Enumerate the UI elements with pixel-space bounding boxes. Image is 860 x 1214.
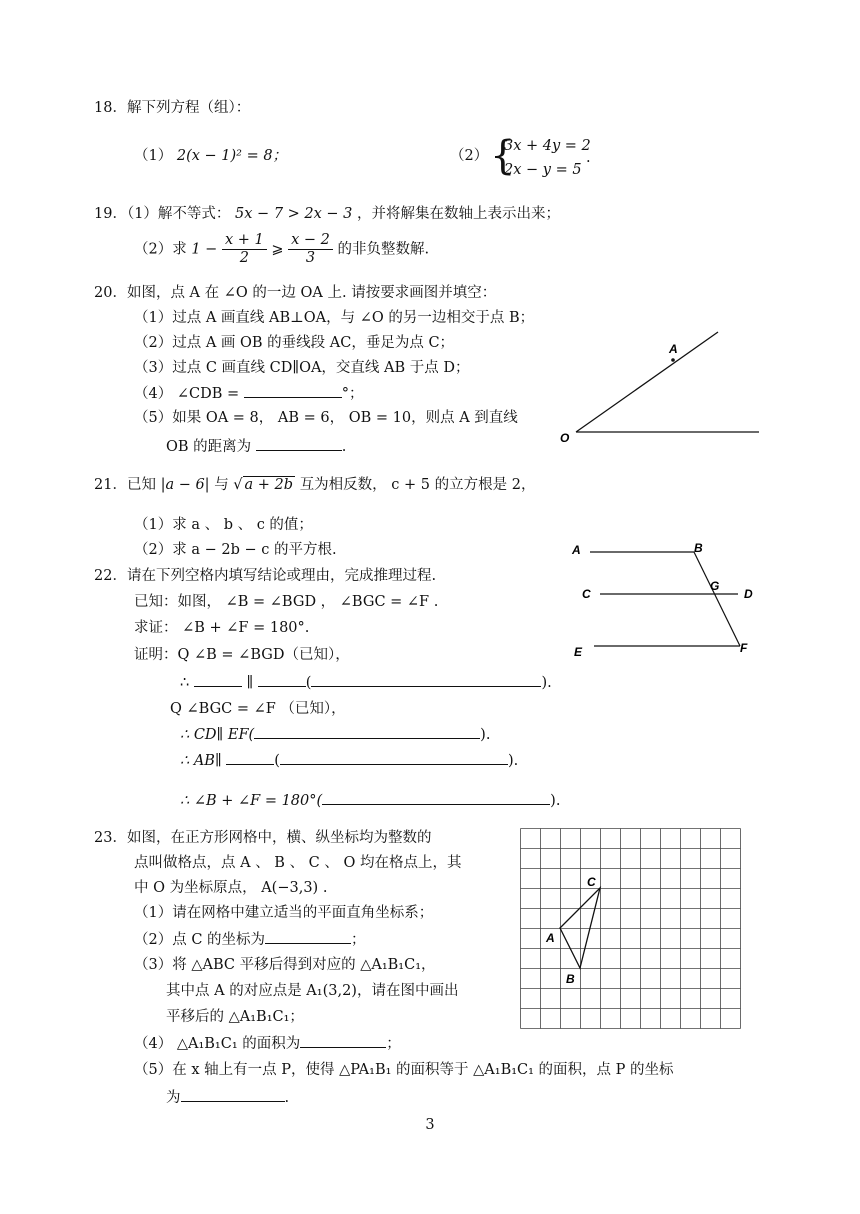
q19-part1 [94, 204, 560, 224]
q18-part1-label: （1） [134, 148, 173, 164]
q18-system-eq2: 2x − y = 5 [504, 162, 582, 178]
q18-part2-label: （2） [450, 148, 489, 164]
q22-label-g: G [710, 579, 720, 593]
q21-part2: （2）求 a − 2b − c 的平方根. [134, 542, 337, 558]
q19-fraction1-denominator: 2 [239, 250, 249, 266]
q20-item1: （1）过点 A 画直线 AB⊥OA，与 ∠O 的另一边相交于点 B； [134, 310, 535, 326]
q22-step1-open: ( [305, 675, 312, 691]
q20-item4-text: （4） ∠CDB = [134, 386, 240, 402]
q19-fraction1 [222, 232, 267, 267]
q20-heading: 20．如图，点 A 在 ∠O 的一边 OA 上. 请按要求画图并填空： [94, 285, 497, 301]
q22-label-d: D [744, 587, 753, 601]
q23-part1: （1）请在网格中建立适当的平面直角坐标系； [134, 905, 434, 921]
q21-part1: （1）求 a 、 b 、 c 的值； [134, 517, 313, 533]
q19-one-minus: 1 − [191, 241, 218, 258]
q22-line-bf [694, 552, 740, 646]
q23-label-b: B [566, 972, 575, 986]
q22-step1-close: ) [541, 675, 548, 691]
q22-step1-therefore: ∴ [180, 675, 190, 691]
q23-coordinate-c-blank[interactable] [265, 929, 351, 944]
q22-label-c: C [582, 587, 591, 601]
q20-item5b [166, 436, 346, 457]
q22-step3 [180, 724, 490, 745]
q22-step1-dot: . [547, 675, 552, 691]
q19-fraction2 [288, 232, 333, 267]
q20-item4 [134, 383, 363, 404]
q20-item2: （2）过点 A 画 OB 的垂线段 AC，垂足为点 C； [134, 335, 455, 351]
q22-step5-text: ∴ ∠B + ∠F = 180°( [180, 793, 323, 809]
q22-step3-dot: . [485, 727, 491, 743]
q20-label-o: O [560, 431, 570, 445]
q23-area-blank[interactable] [300, 1033, 386, 1048]
q22-step1-blank-a[interactable] [194, 672, 242, 687]
q22-step4-dot: . [513, 753, 519, 769]
q23-label-c: C [587, 875, 596, 889]
q22-step4-open: ( [274, 753, 280, 769]
page-number: 3 [425, 1117, 435, 1133]
q22-step2: Q ∠BGC = ∠F （已知）， [170, 701, 346, 717]
q18-part1-equation: 2(x − 1)² = 8； [176, 148, 288, 164]
q18-end-dot: . [586, 150, 591, 166]
q22-given: 已知：如图， ∠B = ∠BGD ， ∠BGC = ∠F . [134, 594, 439, 610]
q18-brace: { [490, 133, 516, 179]
q22-label-b: B [694, 541, 703, 555]
q22-label-e: E [574, 645, 583, 659]
q23-part4 [134, 1033, 401, 1054]
q23-triangle-abc [560, 888, 600, 968]
q23-part2-semi: ； [351, 932, 366, 948]
q19-part2 [134, 232, 429, 267]
q22-step3-text: ∴ CD∥ EF( [180, 727, 255, 743]
q22-step5-close: ) [550, 793, 556, 809]
q19-fraction2-denominator: 3 [305, 250, 316, 266]
q20-degree: °； [341, 386, 364, 402]
q21-abs: |a − 6| [160, 477, 210, 493]
q19-part2-tail: 的非负整数解. [337, 241, 430, 258]
q23-label-a: A [546, 931, 555, 945]
q20-item5: （5）如果 OA = 8， AB = 6， OB = 10，则点 A 到直线 [134, 410, 518, 426]
q20-angle-figure [550, 330, 770, 445]
q23-grid-figure [520, 828, 756, 1032]
q22-step4 [180, 750, 518, 771]
q22-parallel-figure [568, 538, 758, 664]
q22-step5-reason-blank[interactable] [322, 790, 550, 805]
q23-point-p-blank[interactable] [181, 1087, 285, 1102]
q23-line3: 中 O 为坐标原点， A(−3,3) . [134, 880, 328, 896]
q19-tail: ，并将解集在数轴上表示出来； [357, 206, 561, 222]
q23-part5b [166, 1087, 289, 1108]
q23-part4-text: （4） △A₁B₁C₁ 的面积为 [134, 1036, 301, 1052]
q19-geq: ⩾ [271, 241, 284, 258]
q22-step4-text: ∴ AB∥ [180, 753, 222, 769]
q22-step3-reason-blank[interactable] [254, 724, 480, 739]
q22-step1 [180, 672, 552, 693]
q22-step4-blank[interactable] [226, 750, 274, 765]
q21-head-c: 互为相反数， c + 5 的立方根是 2， [299, 477, 536, 493]
q19-inequality: 5x − 7 > 2x − 3 [235, 206, 353, 222]
q18-heading: 18．解下列方程（组）： [94, 100, 251, 116]
q22-step3-close: ) [480, 727, 486, 743]
q18-system-eq1: 3x + 4y = 2 [504, 138, 591, 154]
q19-fraction2-numerator: x − 2 [288, 232, 333, 250]
q23-part5a: （5）在 x 轴上有一点 P，使得 △PA₁B₁ 的面积等于 △A₁B₁C₁ 的面积，点 P 的坐标 [134, 1062, 674, 1078]
q23-part5b-text: 为 [166, 1090, 181, 1106]
q22-label-a: A [572, 543, 581, 557]
q20-point-a [671, 358, 675, 362]
q22-step5 [180, 790, 560, 811]
q19-fraction1-numerator: x + 1 [222, 232, 267, 250]
q19-part2-prefix: （2）求 [134, 241, 187, 258]
q23-part2-text: （2）点 C 的坐标为 [134, 932, 266, 948]
q20-ray-oa [576, 332, 718, 432]
q22-step1-blank-b[interactable] [258, 672, 306, 687]
q21-head-a: 21．已知 [94, 477, 156, 493]
q23-part3c: 平移后的 △A₁B₁C₁； [166, 1009, 304, 1025]
q22-step1-reason-blank[interactable] [311, 672, 541, 687]
q20-label-a: A [669, 342, 678, 356]
q22-step1-parallel: ∥ [246, 675, 254, 691]
q23-line2: 点叫做格点，点 A 、 B 、 C 、 O 均在格点上，其 [134, 855, 462, 871]
q22-step4-close: ) [507, 753, 514, 769]
q23-part3a: （3）将 △ABC 平移后得到对应的 △A₁B₁C₁， [134, 957, 436, 973]
q21-head-b: 与 [214, 477, 229, 493]
q19-heading: 19．（1）解不等式： [94, 206, 231, 222]
q21-sqrt-sign: √ [233, 477, 243, 493]
q23-part5b-dot: . [284, 1090, 290, 1106]
q23-part2 [134, 929, 366, 950]
q23-part4-semi: ； [386, 1036, 401, 1052]
q23-line1: 23．如图，在正方形网格中，横、纵坐标均为整数的 [94, 830, 432, 846]
q22-proof-start: 证明：Q ∠B = ∠BGD（已知）， [134, 647, 350, 663]
q18-part1 [134, 146, 287, 166]
q21-heading [94, 475, 535, 495]
q20-item3: （3）过点 C 画直线 CD∥OA，交直线 AB 于点 D； [134, 360, 470, 376]
q23-grid [521, 829, 741, 1029]
q23-part3b: 其中点 A 的对应点是 A₁(3,2)，请在图中画出 [166, 983, 459, 999]
q20-end: . [341, 439, 347, 455]
q22-heading: 22．请在下列空格内填写结论或理由，完成推理过程. [94, 568, 437, 584]
q22-step5-dot: . [555, 793, 561, 809]
q20-item5b-text: OB 的距离为 [166, 439, 252, 455]
q22-label-f: F [740, 641, 748, 655]
q22-step4-reason-blank[interactable] [280, 750, 508, 765]
q20-angle-blank[interactable] [244, 383, 342, 398]
q20-distance-blank[interactable] [256, 436, 342, 451]
q21-sqrt: a + 2b [244, 477, 294, 493]
q22-prove: 求证： ∠B + ∠F = 180°. [134, 620, 310, 636]
